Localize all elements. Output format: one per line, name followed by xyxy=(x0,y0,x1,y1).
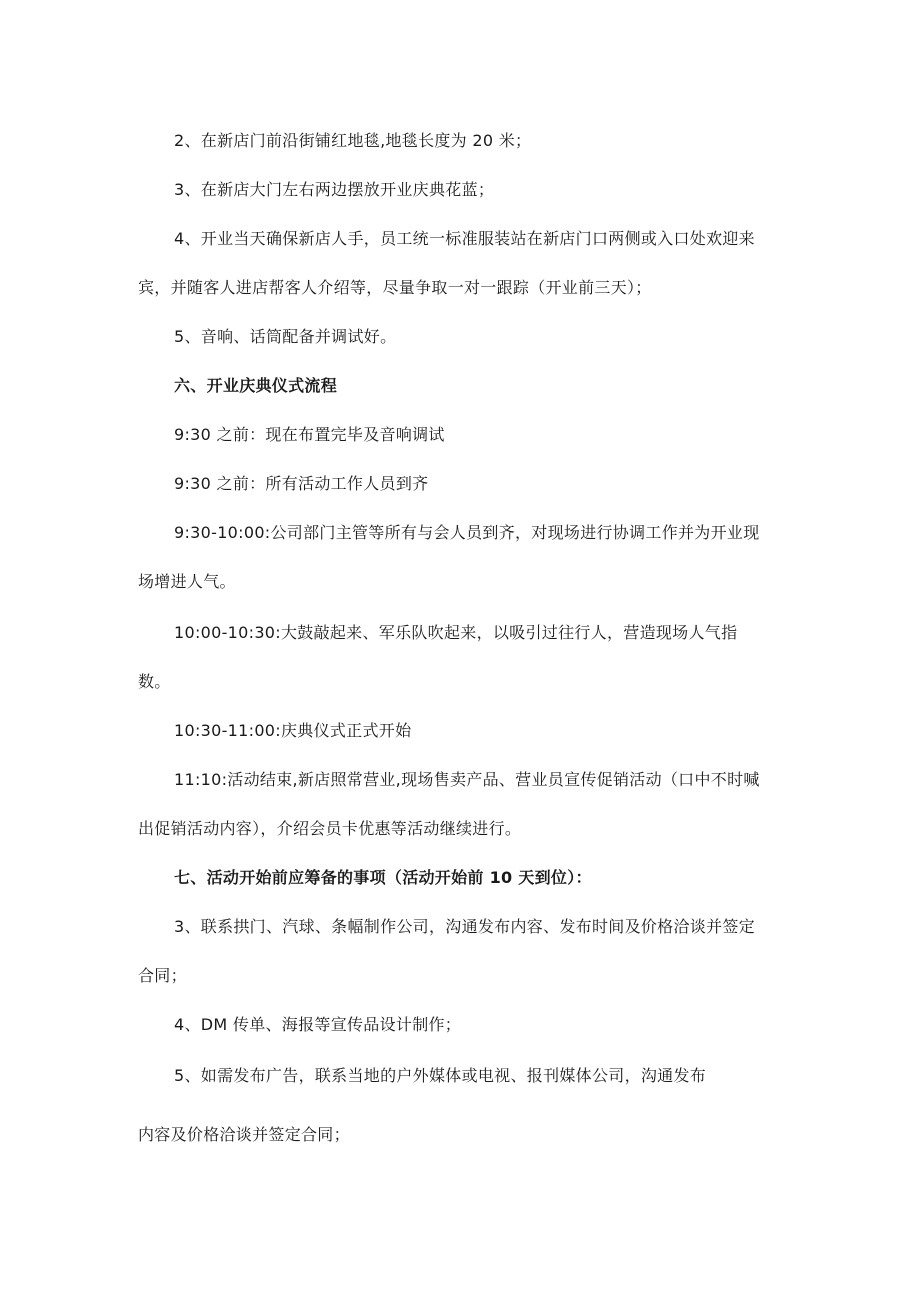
list-item-red-carpet: 2、在新店门前沿街铺红地毯,地毯长度为 20 米； xyxy=(174,131,532,150)
prep-item-flyers: 4、DM 传单、海报等宣传品设计制作； xyxy=(174,1015,462,1034)
prep-item-arches: 3、联系拱门、汽球、条幅制作公司，沟通发布内容、发布时间及价格洽谈并签定 xyxy=(174,917,755,936)
schedule-item-end-cont: 出促销活动内容），介绍会员卡优惠等活动继续进行。 xyxy=(138,819,522,838)
schedule-item-drums: 10:00-10:30:大鼓敲起来、军乐队吹起来，以吸引过往行人，营造现场人气指 xyxy=(174,623,738,642)
schedule-item-managers-cont: 场增进人气。 xyxy=(138,572,236,591)
schedule-item-ceremony: 10:30-11:00:庆典仪式正式开始 xyxy=(174,721,412,740)
schedule-item-end: 11:10:活动结束,新店照常营业,现场售卖产品、营业员宣传促销活动（口中不时喊 xyxy=(174,770,760,789)
prep-item-ads: 5、如需发布广告，联系当地的户外媒体或电视、报刊媒体公司，沟通发布 xyxy=(174,1066,707,1085)
list-item-audio-setup: 5、音响、话筒配备并调试好。 xyxy=(174,327,397,346)
list-item-staff-welcome-cont: 宾，并随客人进店帮客人介绍等，尽量争取一对一跟踪（开业前三天）； xyxy=(138,278,652,297)
schedule-item-managers: 9:30-10:00:公司部门主管等所有与会人员到齐，对现场进行协调工作并为开业现 xyxy=(174,523,760,542)
list-item-flower-baskets: 3、在新店大门左右两边摆放开业庆典花蓝； xyxy=(174,180,495,199)
list-item-staff-welcome: 4、开业当天确保新店人手，员工统一标准服装站在新店门口两侧或入口处欢迎来 xyxy=(174,229,755,248)
section-heading-ceremony-flow: 六、开业庆典仪式流程 xyxy=(174,376,338,395)
schedule-item-staff-arrival: 9:30 之前：所有活动工作人员到齐 xyxy=(174,474,429,493)
schedule-item-setup: 9:30 之前：现在布置完毕及音响调试 xyxy=(174,425,445,444)
schedule-item-drums-cont: 数。 xyxy=(138,672,171,691)
prep-item-ads-cont: 内容及价格洽谈并签定合同； xyxy=(138,1125,350,1144)
prep-item-arches-cont: 合同； xyxy=(138,966,187,985)
section-heading-preparations: 七、活动开始前应筹备的事项（活动开始前 10 天到位）： xyxy=(174,868,592,887)
